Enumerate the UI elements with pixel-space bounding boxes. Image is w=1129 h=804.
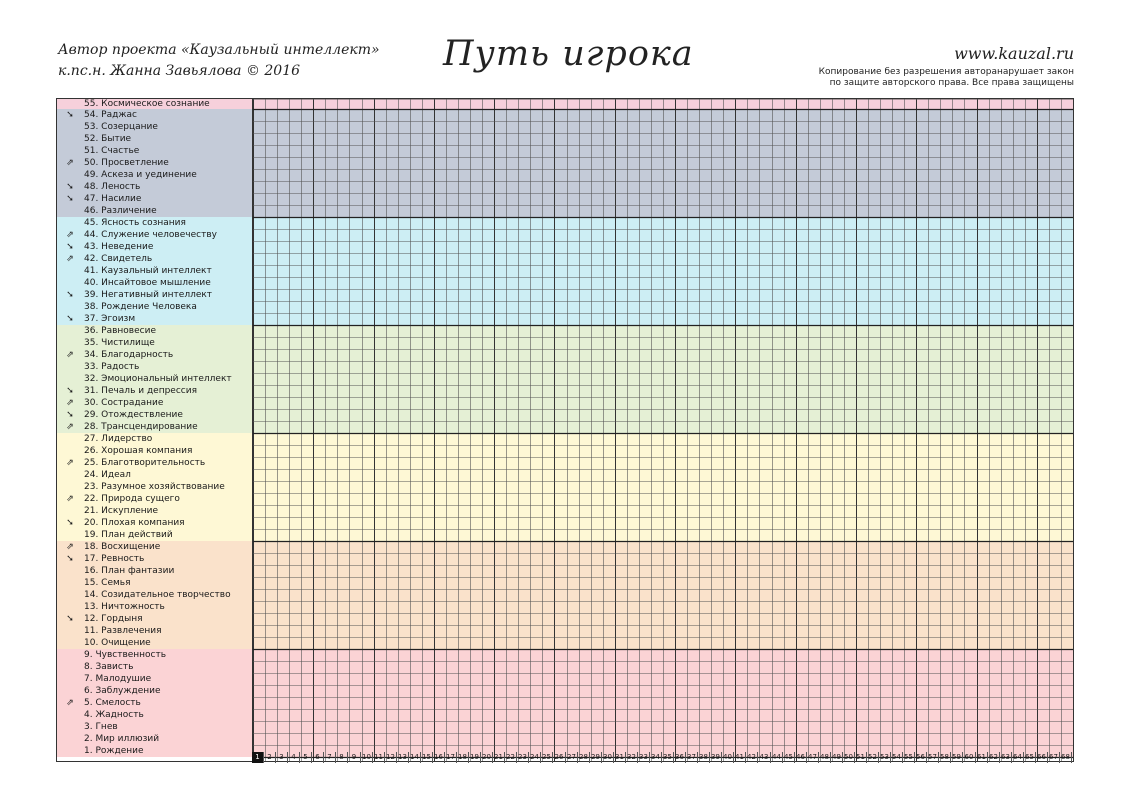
- level-row: [57, 325, 253, 337]
- level-row: [57, 649, 253, 661]
- level-label: 14. Созидательное творчество: [84, 590, 231, 600]
- move-number: 36: [674, 752, 686, 763]
- game-board: [56, 98, 1074, 762]
- level-label: 4. Жадность: [84, 710, 144, 720]
- move-number: 16: [433, 752, 445, 763]
- move-number: 35: [662, 752, 674, 763]
- move-number: 30: [602, 752, 614, 763]
- level-label: 6. Заблуждение: [84, 686, 161, 696]
- level-row: [57, 99, 253, 109]
- level-label: 10. Очищение: [84, 638, 151, 648]
- level-label: 20. Плохая компания: [84, 518, 185, 528]
- move-number: 44: [771, 752, 783, 763]
- move-number: 32: [626, 752, 638, 763]
- level-label: 17. Ревность: [84, 554, 145, 564]
- move-number: 29: [590, 752, 602, 763]
- level-row: [57, 541, 253, 553]
- move-number: 60: [963, 752, 976, 763]
- level-row: [57, 337, 253, 349]
- level-label: 41. Каузальный интеллект: [84, 266, 212, 276]
- level-row: [57, 625, 253, 637]
- move-number: 3: [276, 752, 288, 763]
- move-number: 17: [445, 752, 457, 763]
- level-row: [57, 565, 253, 577]
- level-row: [57, 169, 253, 181]
- move-number: 2: [264, 752, 276, 763]
- move-number: 42: [746, 752, 758, 763]
- level-row: [57, 313, 253, 325]
- level-label: 38. Рождение Человека: [84, 302, 197, 312]
- move-number: 45: [783, 752, 795, 763]
- move-number: 67: [1048, 752, 1060, 763]
- level-row: [57, 121, 253, 133]
- level-label: 34. Благодарность: [84, 350, 174, 360]
- move-number: 63: [1000, 752, 1012, 763]
- arrow-down-icon: ➘: [66, 290, 74, 300]
- move-number: 58: [939, 752, 951, 763]
- level-label: 40. Инсайтовое мышление: [84, 278, 211, 288]
- move-number: 6: [312, 752, 324, 763]
- level-label: 27. Лидерство: [84, 434, 153, 444]
- arrow-down-icon: ➘: [66, 518, 74, 528]
- level-row: [57, 745, 253, 757]
- page-title: Путь игрока: [443, 34, 694, 74]
- arrow-up-icon: ⇗: [66, 158, 74, 168]
- level-label: 22. Природа сущего: [84, 494, 180, 504]
- move-number: 55: [903, 752, 915, 763]
- level-row: [57, 229, 253, 241]
- move-number: 38: [698, 752, 710, 763]
- level-row: [57, 445, 253, 457]
- move-number: 11: [373, 752, 385, 763]
- author-line-2: к.пс.н. Жанна Завьялова © 2016: [58, 63, 301, 79]
- move-number: 28: [578, 752, 590, 763]
- move-number: 21: [493, 752, 505, 763]
- move-number: 37: [686, 752, 698, 763]
- level-row: [57, 289, 253, 301]
- level-label: 46. Различение: [84, 206, 157, 216]
- level-label: 29. Отождествление: [84, 410, 183, 420]
- level-label: 21. Искупление: [84, 506, 159, 516]
- level-label: 53. Созерцание: [84, 122, 158, 132]
- level-label: 18. Восхищение: [84, 542, 161, 552]
- level-label: 43. Неведение: [84, 242, 154, 252]
- move-number: 10: [361, 752, 373, 763]
- level-row: [57, 685, 253, 697]
- level-label: 30. Сострадание: [84, 398, 164, 408]
- level-label: 5. Смелость: [84, 698, 141, 708]
- copyright-line-2: по защите авторского права. Все права защищены: [829, 78, 1074, 88]
- level-row: [57, 277, 253, 289]
- level-row: [57, 421, 253, 433]
- level-row: [57, 409, 253, 421]
- level-label: 11. Развлечения: [84, 626, 162, 636]
- level-row: [57, 553, 253, 565]
- move-number: 49: [831, 752, 843, 763]
- move-number: 50: [843, 752, 855, 763]
- level-label: 55. Космическое сознание: [84, 99, 210, 109]
- move-number: 22: [505, 752, 517, 763]
- level-row: [57, 589, 253, 601]
- move-number: 54: [891, 752, 903, 763]
- move-number: 13: [397, 752, 409, 763]
- level-row: [57, 613, 253, 625]
- move-number: 59: [951, 752, 963, 763]
- level-label: 3. Гнев: [84, 722, 118, 732]
- level-labels: [57, 99, 253, 761]
- level-row: [57, 361, 253, 373]
- arrow-up-icon: ⇗: [66, 422, 74, 432]
- level-label: 32. Эмоциональный интеллект: [84, 374, 232, 384]
- arrow-up-icon: ⇗: [66, 350, 74, 360]
- move-number: 31: [614, 752, 626, 763]
- level-row: [57, 241, 253, 253]
- move-number: 61: [976, 752, 988, 763]
- move-number: 23: [517, 752, 529, 763]
- level-row: [57, 457, 253, 469]
- level-row: [57, 673, 253, 685]
- move-number: 20: [481, 752, 493, 763]
- level-label: 13. Ничтожность: [84, 602, 165, 612]
- move-number: 47: [807, 752, 819, 763]
- level-row: [57, 301, 253, 313]
- level-label: 15. Семья: [84, 578, 131, 588]
- move-number: 40: [722, 752, 734, 763]
- level-label: 8. Зависть: [84, 662, 134, 672]
- move-number: 41: [734, 752, 746, 763]
- move-number: 5: [300, 752, 312, 763]
- level-label: 1. Рождение: [84, 746, 144, 756]
- arrow-down-icon: ➘: [66, 554, 74, 564]
- move-number: 52: [867, 752, 879, 763]
- level-row: [57, 697, 253, 709]
- move-number: 4: [288, 752, 300, 763]
- level-label: 31. Печаль и депрессия: [84, 386, 197, 396]
- move-number: 8: [336, 752, 348, 763]
- move-number: 12: [385, 752, 397, 763]
- level-row: [57, 577, 253, 589]
- move-number: 65: [1024, 752, 1036, 763]
- move-number: 9: [348, 752, 361, 763]
- level-label: 12. Гордыня: [84, 614, 143, 624]
- level-row: [57, 469, 253, 481]
- level-row: [57, 157, 253, 169]
- level-row: [57, 721, 253, 733]
- level-row: [57, 481, 253, 493]
- level-label: 48. Леность: [84, 182, 141, 192]
- level-label: 39. Негативный интеллект: [84, 290, 213, 300]
- level-row: [57, 385, 253, 397]
- move-number: 39: [710, 752, 722, 763]
- level-row: [57, 433, 253, 445]
- move-number: 68: [1060, 752, 1072, 763]
- level-label: 54. Раджас: [84, 110, 137, 120]
- move-number: 53: [879, 752, 891, 763]
- arrow-up-icon: ⇗: [66, 254, 74, 264]
- level-label: 44. Служение человечеству: [84, 230, 217, 240]
- move-number-row: [252, 752, 1072, 763]
- arrow-down-icon: ➘: [66, 194, 74, 204]
- arrow-up-icon: ⇗: [66, 494, 74, 504]
- arrow-down-icon: ➘: [66, 110, 74, 120]
- level-label: 24. Идеал: [84, 470, 131, 480]
- level-row: [57, 181, 253, 193]
- level-row: [57, 109, 253, 121]
- move-number: 18: [457, 752, 469, 763]
- move-number: 46: [795, 752, 807, 763]
- move-number: 51: [855, 752, 867, 763]
- level-label: 28. Трансцендирование: [84, 422, 198, 432]
- move-number: 56: [915, 752, 927, 763]
- level-row: [57, 661, 253, 673]
- level-label: 37. Эгоизм: [84, 314, 136, 324]
- level-row: [57, 733, 253, 745]
- level-row: [57, 505, 253, 517]
- level-label: 51. Счастье: [84, 146, 140, 156]
- level-label: 16. План фантазии: [84, 566, 175, 576]
- site-url: www.kauzal.ru: [954, 44, 1074, 63]
- arrow-down-icon: ➘: [66, 614, 74, 624]
- arrow-down-icon: ➘: [66, 182, 74, 192]
- level-row: [57, 145, 253, 157]
- move-grid[interactable]: [253, 99, 1073, 761]
- level-row: [57, 205, 253, 217]
- level-row: [57, 133, 253, 145]
- level-row: [57, 529, 253, 541]
- move-number: 64: [1012, 752, 1024, 763]
- arrow-up-icon: ⇗: [66, 230, 74, 240]
- move-number: 19: [469, 752, 481, 763]
- level-label: 52. Бытие: [84, 134, 132, 144]
- level-label: 36. Равновесие: [84, 326, 156, 336]
- level-label: 35. Чистилище: [84, 338, 155, 348]
- move-number: 26: [553, 752, 566, 763]
- level-label: 7. Малодушие: [84, 674, 152, 684]
- move-number: 25: [541, 752, 553, 763]
- level-label: 9. Чувственность: [84, 650, 167, 660]
- level-row: [57, 253, 253, 265]
- level-row: [57, 709, 253, 721]
- level-row: [57, 373, 253, 385]
- level-row: [57, 637, 253, 649]
- level-label: 2. Мир иллюзий: [84, 734, 160, 744]
- author-line-1: Автор проекта «Каузальный интеллект»: [58, 42, 380, 58]
- level-label: 42. Свидетель: [84, 254, 153, 264]
- level-label: 50. Просветление: [84, 158, 169, 168]
- move-number: 14: [409, 752, 421, 763]
- move-number: 48: [819, 752, 831, 763]
- level-row: [57, 601, 253, 613]
- arrow-up-icon: ⇗: [66, 698, 74, 708]
- arrow-down-icon: ➘: [66, 314, 74, 324]
- arrow-up-icon: ⇗: [66, 458, 74, 468]
- level-row: [57, 349, 253, 361]
- level-label: 45. Ясность сознания: [84, 218, 186, 228]
- level-row: [57, 265, 253, 277]
- arrow-up-icon: ⇗: [66, 542, 74, 552]
- move-number: 66: [1036, 752, 1048, 763]
- move-number: 33: [638, 752, 650, 763]
- level-row: [57, 193, 253, 205]
- level-label: 49. Аскеза и уединение: [84, 170, 197, 180]
- move-number: 24: [529, 752, 541, 763]
- level-row: [57, 397, 253, 409]
- copyright-line-1: Копирование без разрешения авторанарушает закон: [818, 67, 1074, 77]
- move-number: 27: [566, 752, 578, 763]
- level-row: [57, 517, 253, 529]
- arrow-up-icon: ⇗: [66, 398, 74, 408]
- move-number: 34: [650, 752, 662, 763]
- level-label: 26. Хорошая компания: [84, 446, 193, 456]
- level-row: [57, 493, 253, 505]
- move-number: 15: [421, 752, 433, 763]
- move-number: 62: [988, 752, 1000, 763]
- level-row: [57, 217, 253, 229]
- level-label: 23. Разумное хозяйствование: [84, 482, 225, 492]
- move-number: 57: [927, 752, 939, 763]
- arrow-down-icon: ➘: [66, 410, 74, 420]
- author-block: [58, 40, 380, 82]
- move-number: 7: [324, 752, 336, 763]
- level-label: 33. Радость: [84, 362, 140, 372]
- move-number: 43: [758, 752, 771, 763]
- arrow-down-icon: ➘: [66, 242, 74, 252]
- copyright-notice: [819, 67, 1074, 89]
- level-label: 47. Насилие: [84, 194, 142, 204]
- arrow-down-icon: ➘: [66, 386, 74, 396]
- move-number: 1: [252, 752, 264, 763]
- level-label: 25. Благотворительность: [84, 458, 206, 468]
- level-label: 19. План действий: [84, 530, 173, 540]
